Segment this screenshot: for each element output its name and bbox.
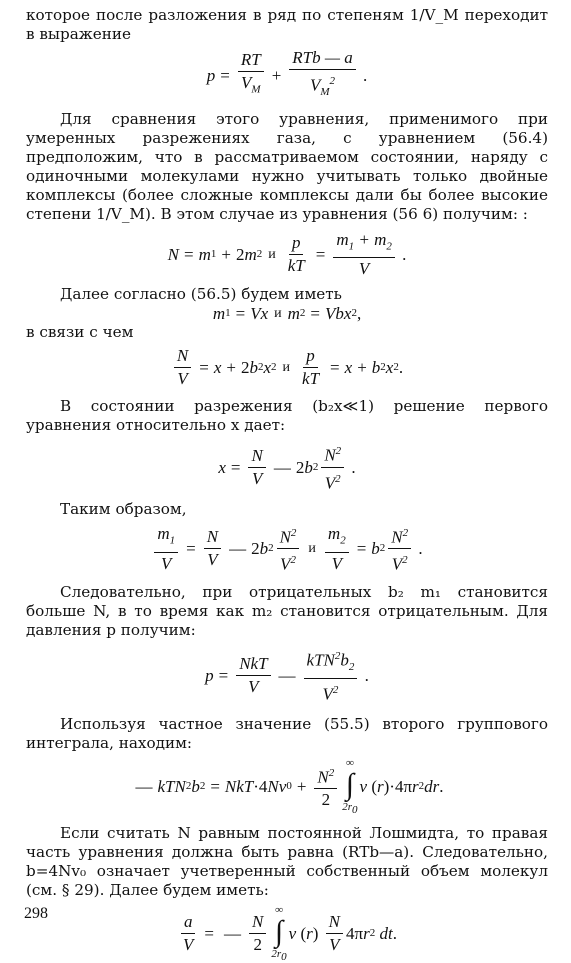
paragraph-2: Для сравнения этого уравнения, применимого при умеренных разрежениях газа, с уравнением (56.4) предположим, что в рассматриваемом состоянии, наряду с одиночными молекулами нужно учитывать только двойные комплексы (более сложные комплексы дали бы более высокие степени 1/V_M). В этом случае из уравнения (56 6) получим: : bbox=[26, 110, 548, 224]
paragraph-6: Таким образом, bbox=[60, 499, 187, 518]
equation-m1-m2: m 1 = Vx и m 2 = Vbx 2 , bbox=[212, 304, 362, 324]
equation-m-over-v: $\frac{m_1}{V}$ = $\frac{N}{V}$ — 2 b 2 $N^2$ $V^2$ и $\frac{m_2}{V}$ = b 2 $N^2$ $V^2$ . bbox=[26, 523, 548, 575]
paragraph-1: которое после разложения в ряд по степеням 1/V_M переходит в выражение bbox=[26, 6, 548, 43]
page-number: 298 bbox=[24, 905, 48, 922]
paragraph-3: Далее согласно (56.5) будем иметь bbox=[60, 285, 342, 304]
equation-n-over-v: $\frac{N}{V}$ = x + 2 b 2 x 2 и $\frac{p}{kT}$ = x + b 2 x 2 . bbox=[26, 346, 548, 389]
equation-x-solution: x = $\frac{N}{V}$ — 2 b 2 $N^2$ $V^2$ . bbox=[26, 441, 548, 493]
equation-pressure-expansion: p = $\frac{RT}{V_M}$ + RTb — a $V_M^2$ . bbox=[206, 48, 368, 99]
page-body bbox=[26, 6, 548, 963]
paragraph-5: В состоянии разрежения (b₂x≪1) решение первого уравнения относительно x дает: bbox=[26, 397, 548, 435]
equation-n-m1-m2: N = m 1 + 2 m 2 и $\frac{p}{kT}$ = $\frac{m_1 + m_2}{V}$ . bbox=[167, 230, 407, 279]
paragraph-4: в связи с чем bbox=[26, 323, 134, 342]
equation-pressure: p = NkT V — $kTN^2b_2$ $V^2$ . bbox=[26, 646, 548, 705]
paragraph-8: Используя частное значение (55.5) второго группового интеграла, находим: bbox=[26, 714, 548, 752]
paragraph-7: Следовательно, при отрицательных b₂ m₁ становится больше N, в то время как m₂ становится отрицательным. Для давления p получим: bbox=[26, 583, 548, 640]
equation-group-integral: — kTN 2 b 2 = NkT ·4 Nv 0 + $\frac{N^2}{2}$ ∞ ∫ $2r_0$ v ( r )·4π r 2 dr . bbox=[135, 756, 444, 816]
equation-a-over-v: $\frac{a}{V}$ = — N 2 ∞ ∫ $2r_0$ v ( r ) N V 4π r 2 dt . bbox=[26, 904, 548, 963]
paragraph-9: Если считать N равным постоянной Лошмидта, то правая часть уравнения должна быть равна (RTb—a). Следовательно, b=4Nv₀ означает учетверенный собственный объем молекул (см. § 29). Далее будем иметь: bbox=[26, 823, 548, 899]
